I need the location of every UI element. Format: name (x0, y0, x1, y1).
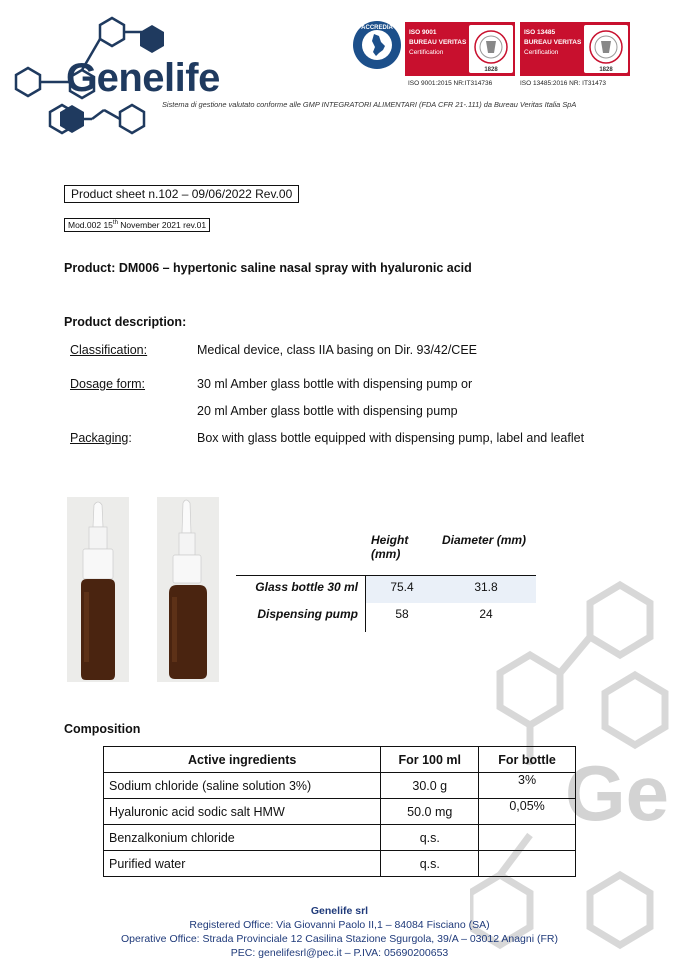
composition-table (103, 746, 576, 877)
table-row (104, 851, 576, 877)
dim-header-height: Height (mm) (371, 533, 409, 561)
dim-vertical-rule (365, 576, 366, 632)
classification-label: Classification: (70, 343, 148, 357)
packaging-label: Packaging: (70, 431, 132, 445)
svg-text:1828: 1828 (599, 67, 613, 73)
table-header-row (104, 747, 576, 773)
table-row (104, 825, 576, 851)
bureau-veritas-seal-icon (469, 25, 513, 73)
watermark-text: Ge (565, 749, 670, 837)
cert-badge-iso13485: ISO 13485 BUREAU VERITAS Certification 1828 (520, 22, 630, 76)
bottle-cell: 3% (479, 773, 576, 799)
column-header: For bottle (479, 747, 576, 773)
table-row (104, 773, 576, 799)
dim-row-label: Glass bottle 30 ml (255, 580, 358, 594)
cert-caption-iso13485: ISO 13485:2016 NR: IT31473 (520, 80, 607, 87)
ingredient-cell: Purified water (104, 851, 381, 877)
brand-name: Genelife (66, 56, 220, 100)
ingredient-cell: Benzalkonium chloride (104, 825, 381, 851)
dosage-form-value-2: 20 ml Amber glass bottle with dispensing pump (197, 404, 458, 418)
per100-cell: q.s. (381, 825, 479, 851)
column-header: For 100 ml (381, 747, 479, 773)
gmp-note: Sistema di gestione valutato conforme alle GMP INTEGRATORI ALIMENTARI (FDA CFR 21-.111) da Bureau Veritas Italia SpA (162, 100, 577, 109)
footer-contact: PEC: genelifesrl@pec.it – P.IVA: 05690200653 (230, 947, 449, 959)
dim-row-diameter: 24 (479, 607, 493, 621)
table-row (104, 799, 576, 825)
mod-label: Mod.002 15th November 2021 rev.01 (64, 218, 210, 232)
dim-row-height: 58 (395, 607, 409, 621)
accredia-seal-icon (352, 20, 402, 70)
footer-registered-office: Registered Office: Via Giovanni Paolo II,1 – 84084 Fisciano (SA) (189, 919, 490, 931)
dim-row-label: Dispensing pump (257, 607, 358, 621)
bottle-photo-20ml (157, 497, 219, 682)
bottle-cell (479, 851, 576, 877)
product-title: Product: DM006 – hypertonic saline nasal spray with hyaluronic acid (64, 261, 472, 275)
bottle-cell: 0,05% (479, 799, 576, 825)
bottle-cell (479, 825, 576, 851)
footer-operative-office: Operative Office: Strada Provinciale 12 Casilina Stazione Sgurgola, 39/A – 03012 Anagni (FR) (121, 933, 558, 945)
dim-header-diameter: Diameter (mm) (442, 533, 527, 547)
bureau-veritas-seal-icon (584, 25, 628, 73)
dim-row-diameter: 31.8 (474, 580, 498, 594)
per100-cell: 30.0 g (381, 773, 479, 799)
svg-text:1828: 1828 (484, 67, 498, 73)
classification-value: Medical device, class IIA basing on Dir. 93/42/CEE (197, 343, 478, 357)
cert-badge-iso9001: ISO 9001 BUREAU VERITAS Certification 1828 (405, 22, 515, 76)
per100-cell: 50.0 mg (381, 799, 479, 825)
per100-cell: q.s. (381, 851, 479, 877)
description-heading: Product description: (64, 315, 187, 329)
svg-text:ACCREDIA: ACCREDIA (361, 25, 393, 31)
dosage-form-value-1: 30 ml Amber glass bottle with dispensing pump or (197, 377, 473, 391)
footer-company: Genelife srl (310, 905, 369, 917)
bottle-photo-30ml (67, 497, 129, 682)
column-header: Active ingredients (104, 747, 381, 773)
ingredient-cell: Sodium chloride (saline solution 3%) (104, 773, 381, 799)
composition-heading: Composition (64, 722, 141, 736)
ingredient-cell: Hyaluronic acid sodic salt HMW (104, 799, 381, 825)
cert-caption-iso9001: ISO 9001:2015 NR:IT314736 (408, 80, 493, 87)
dosage-form-label: Dosage form: (70, 377, 146, 391)
dim-row-height: 75.4 (390, 580, 414, 594)
product-sheet-label: Product sheet n.102 – 09/06/2022 Rev.00 (64, 185, 299, 203)
packaging-value: Box with glass bottle equipped with dispensing pump, label and leaflet (197, 431, 585, 445)
